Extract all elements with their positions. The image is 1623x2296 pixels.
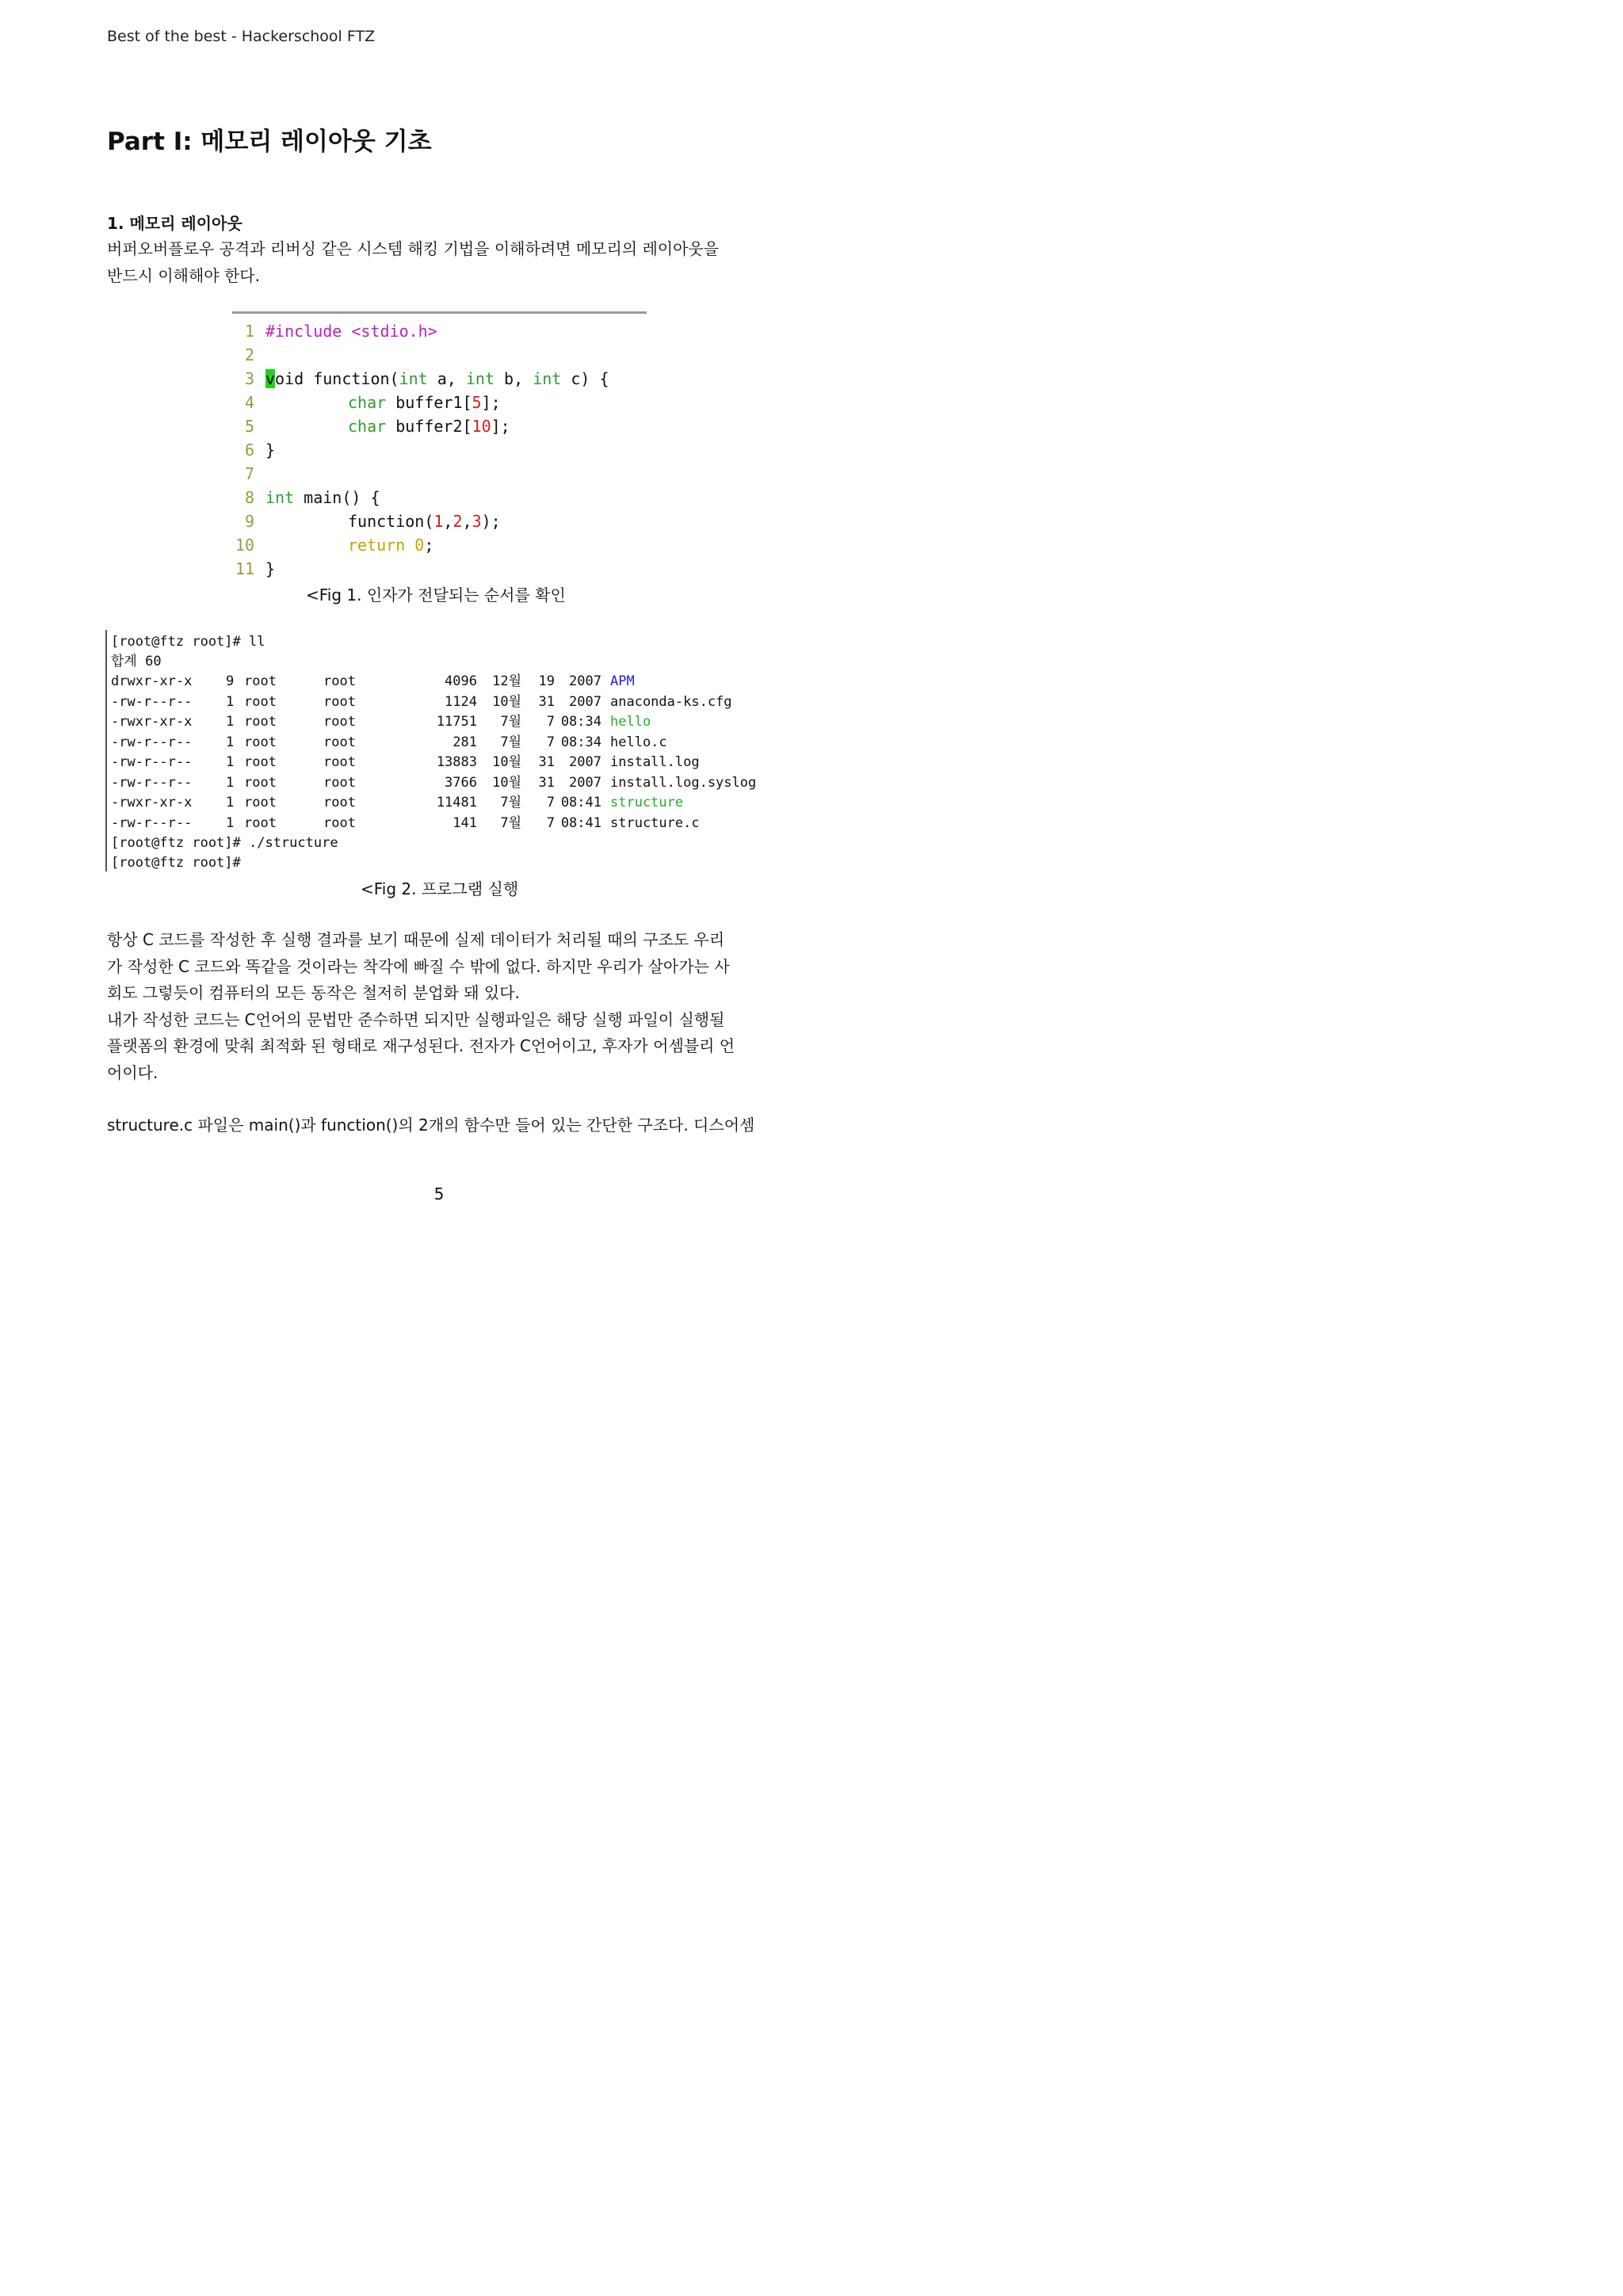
terminal-prompt: [root@ftz root]#	[111, 855, 241, 871]
file-row	[111, 773, 769, 793]
code-text: oid function(	[275, 369, 399, 388]
file-row	[111, 753, 769, 772]
body-line: 항상 C 코드를 작성한 후 실행 결과를 보기 때문에 실제 데이터가 처리될 때의 구조도 우리	[107, 930, 725, 949]
file-name: install.log	[610, 754, 700, 770]
code-text: ];	[481, 393, 501, 412]
code-text: ,	[443, 512, 453, 531]
code-line	[232, 462, 265, 486]
line-number: 11	[235, 559, 254, 578]
file-time: 08:34	[560, 714, 601, 730]
code-text: main() {	[294, 488, 380, 507]
file-size: 141	[453, 814, 477, 831]
code-text: buffer1[	[386, 393, 472, 412]
file-name: anaconda-ks.cfg	[610, 693, 732, 710]
running-header: Best of the best - Hackerschool FTZ	[107, 28, 376, 45]
code-line	[232, 486, 380, 509]
file-owner: root	[244, 693, 277, 710]
section-heading: 1. 메모리 레이아웃	[107, 214, 242, 233]
code-text: ;	[424, 536, 434, 555]
file-time: 08:41	[560, 795, 601, 810]
code-line	[232, 343, 265, 367]
file-group: root	[323, 673, 356, 689]
return-keyword: return	[348, 536, 406, 555]
file-row	[111, 672, 769, 692]
code-line	[232, 509, 501, 533]
line-number: 1	[244, 322, 254, 341]
file-owner: root	[244, 814, 277, 831]
file-size: 13883	[436, 754, 477, 770]
terminal-prompt: [root@ftz root]# ll	[111, 634, 265, 650]
file-time: 2007	[569, 693, 601, 710]
type-keyword: char	[348, 417, 387, 436]
file-time: 08:41	[560, 814, 601, 831]
file-size: 4096	[445, 673, 477, 689]
file-links: 1	[226, 795, 235, 810]
file-day: 7	[546, 734, 555, 750]
file-day: 7	[546, 714, 555, 730]
intro-line: 버퍼오버플로우 공격과 리버싱 같은 시스템 해킹 기법을 이해하려면 메모리의 레이아웃을	[107, 239, 720, 258]
file-perm: -rw-r--r--	[111, 774, 193, 791]
line-number: 10	[235, 536, 254, 555]
code-line	[232, 533, 433, 557]
file-perm: -rwxr-xr-x	[111, 714, 193, 730]
number-literal: 5	[472, 393, 482, 412]
file-perm: drwxr-xr-x	[111, 673, 193, 689]
code-figure	[232, 311, 648, 581]
file-links: 9	[226, 673, 235, 689]
number-literal: 10	[472, 417, 491, 436]
file-month: 7월	[500, 814, 521, 831]
line-number: 4	[244, 393, 254, 412]
file-size: 281	[453, 734, 477, 750]
figure1-caption: <Fig 1. 인자가 전달되는 순서를 확인	[306, 585, 566, 605]
file-group: root	[323, 734, 356, 750]
line-number: 5	[244, 417, 254, 436]
file-month: 10월	[492, 693, 521, 710]
file-group: root	[323, 774, 356, 791]
file-perm: -rw-r--r--	[111, 693, 193, 710]
intro-paragraph	[107, 236, 777, 289]
file-time: 08:34	[560, 734, 601, 750]
file-group: root	[323, 814, 356, 831]
line-number: 8	[244, 488, 254, 507]
terminal-left-border	[105, 630, 107, 871]
code-text: ];	[491, 417, 510, 436]
line-number: 9	[244, 512, 254, 531]
intro-line: 반드시 이해해야 한다.	[107, 265, 260, 285]
file-month: 7월	[500, 714, 521, 730]
file-day: 7	[546, 814, 555, 831]
file-day: 7	[546, 795, 555, 810]
file-day: 31	[538, 754, 555, 770]
line-number: 2	[244, 345, 254, 364]
file-owner: root	[244, 734, 277, 750]
file-group: root	[323, 754, 356, 770]
file-owner: root	[244, 673, 277, 689]
code-line	[232, 438, 275, 462]
file-name: install.log.syslog	[610, 774, 757, 791]
file-month: 10월	[492, 774, 521, 791]
preprocessor-directive: #include <stdio.h>	[265, 322, 437, 341]
number-literal: 1	[433, 512, 444, 531]
file-name: APM	[610, 673, 635, 689]
type-keyword: int	[399, 369, 428, 388]
number-literal: 2	[453, 512, 463, 531]
body-line: 가 작성한 C 코드와 똑같을 것이라는 착각에 빠질 수 밖에 없다. 하지만 우리가 살아가는 사	[107, 956, 730, 976]
code-text: }	[265, 559, 276, 578]
file-row	[111, 793, 769, 813]
file-links: 1	[226, 693, 235, 710]
code-line	[232, 557, 275, 581]
file-name: structure	[610, 795, 684, 810]
code-text: c) {	[561, 369, 609, 388]
number-literal: 0	[414, 536, 425, 555]
code-text: a,	[427, 369, 466, 388]
type-keyword: char	[348, 393, 387, 412]
body-paragraph	[107, 927, 777, 1086]
line-number: 7	[244, 464, 254, 483]
file-size: 1124	[445, 693, 477, 710]
file-links: 1	[226, 774, 235, 791]
code-line	[232, 391, 501, 414]
file-time: 2007	[569, 673, 601, 689]
code-line	[232, 367, 609, 391]
file-name: structure.c	[610, 814, 700, 831]
body-line: 내가 작성한 코드는 C언어의 문법만 준수하면 되지만 실행파일은 해당 실행 파일이 실행될	[107, 1009, 725, 1029]
file-links: 1	[226, 754, 235, 770]
terminal-total: 합계 60	[111, 654, 162, 669]
file-month: 7월	[500, 795, 521, 810]
line-number: 3	[244, 369, 254, 388]
file-name: hello	[610, 714, 651, 730]
file-perm: -rw-r--r--	[111, 754, 193, 770]
type-keyword: int	[465, 369, 495, 388]
file-size: 11751	[436, 714, 477, 730]
file-group: root	[323, 795, 356, 810]
body-line: 회도 그렇듯이 컴퓨터의 모든 동작은 철저히 분업화 돼 있다.	[107, 983, 520, 1002]
file-perm: -rw-r--r--	[111, 814, 193, 831]
file-time: 2007	[569, 754, 601, 770]
code-text: b,	[495, 369, 533, 388]
file-name: hello.c	[610, 734, 667, 750]
file-row	[111, 733, 769, 753]
file-links: 1	[226, 734, 235, 750]
part-title: Part I: 메모리 레이아웃 기초	[107, 128, 432, 156]
file-links: 1	[226, 714, 235, 730]
file-size: 3766	[445, 774, 477, 791]
file-group: root	[323, 693, 356, 710]
code-text: }	[265, 441, 276, 460]
body-line: 어이다.	[107, 1062, 158, 1082]
file-row	[111, 814, 769, 833]
file-day: 19	[538, 673, 555, 689]
type-keyword: int	[533, 369, 562, 388]
code-text: buffer2[	[386, 417, 472, 436]
file-owner: root	[244, 774, 277, 791]
body-line: 플랫폼의 환경에 맞춰 최적화 된 형태로 재구성된다. 전자가 C언어이고, 후자가 어셈블리 언	[107, 1036, 735, 1055]
code-text: function(	[348, 512, 434, 531]
page-number: 5	[433, 1184, 445, 1203]
code-text	[405, 536, 414, 555]
body-paragraph	[107, 1112, 777, 1139]
file-day: 31	[538, 693, 555, 710]
file-row	[111, 692, 769, 712]
code-text: ,	[462, 512, 472, 531]
file-month: 12월	[492, 673, 521, 689]
file-perm: -rw-r--r--	[111, 734, 193, 750]
file-owner: root	[244, 714, 277, 730]
file-owner: root	[244, 754, 277, 770]
line-number: 6	[244, 441, 254, 460]
terminal-prompt: [root@ftz root]# ./structure	[111, 835, 338, 851]
editor-cursor: v	[265, 369, 276, 388]
file-perm: -rwxr-xr-x	[111, 795, 193, 810]
file-owner: root	[244, 795, 277, 810]
file-month: 7월	[500, 734, 521, 750]
code-text: );	[481, 512, 501, 531]
code-line	[232, 319, 437, 343]
type-keyword: int	[265, 488, 295, 507]
code-line	[232, 414, 510, 438]
number-literal: 3	[472, 512, 482, 531]
file-time: 2007	[569, 774, 601, 791]
file-size: 11481	[436, 795, 477, 810]
body-line: structure.c 파일은 main()과 function()의 2개의 함수만 들어 있는 간단한 구조다. 디스어셈	[107, 1116, 755, 1135]
code-window-topbar	[232, 311, 647, 314]
file-group: root	[323, 714, 356, 730]
file-month: 10월	[492, 754, 521, 770]
file-links: 1	[226, 814, 235, 831]
file-day: 31	[538, 774, 555, 791]
file-row	[111, 712, 769, 732]
figure2-caption: <Fig 2. 프로그램 실행	[361, 879, 519, 898]
terminal-figure	[105, 630, 775, 871]
